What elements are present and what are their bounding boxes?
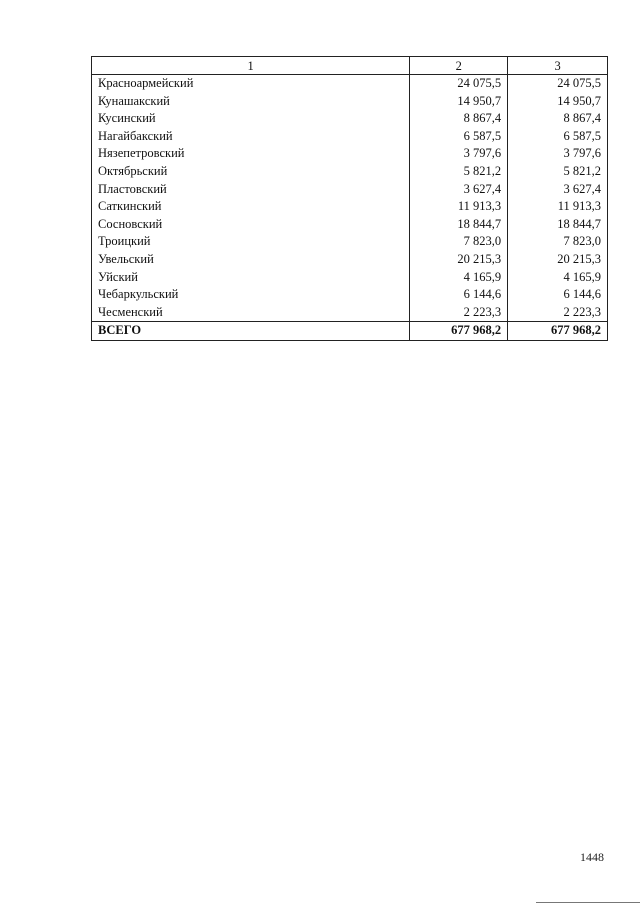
- row-name: Увельский: [92, 251, 410, 269]
- row-name: Пластовский: [92, 181, 410, 199]
- row-value-col3: 18 844,7: [508, 216, 608, 234]
- page-number: 1448: [580, 850, 604, 864]
- total-value-col2: 677 968,2: [410, 322, 508, 341]
- row-value-col2: 4 165,9: [410, 269, 508, 287]
- table-row: [92, 163, 608, 181]
- row-value-col2: 8 867,4: [410, 110, 508, 128]
- row-name: Нязепетровский: [92, 145, 410, 163]
- table-row: [92, 251, 608, 269]
- table-row: [92, 233, 608, 251]
- total-value-col3: 677 968,2: [508, 322, 608, 341]
- row-value-col3: 6 587,5: [508, 128, 608, 146]
- row-value-col2: 24 075,5: [410, 75, 508, 93]
- bottom-divider: [536, 902, 640, 903]
- row-name: Троицкий: [92, 233, 410, 251]
- row-value-col2: 18 844,7: [410, 216, 508, 234]
- row-name: Уйский: [92, 269, 410, 287]
- row-value-col3: 4 165,9: [508, 269, 608, 287]
- row-value-col2: 6 144,6: [410, 286, 508, 304]
- table-row: [92, 128, 608, 146]
- total-label: ВСЕГО: [92, 322, 410, 341]
- row-value-col2: 6 587,5: [410, 128, 508, 146]
- column-header-2: 2: [410, 57, 508, 75]
- budget-table: [91, 56, 608, 341]
- table-row: [92, 110, 608, 128]
- row-name: Нагайбакский: [92, 128, 410, 146]
- table-row: [92, 145, 608, 163]
- table-row: [92, 269, 608, 287]
- row-value-col3: 8 867,4: [508, 110, 608, 128]
- row-value-col3: 5 821,2: [508, 163, 608, 181]
- table-row: [92, 198, 608, 216]
- total-row: [92, 322, 608, 341]
- row-value-col2: 3 797,6: [410, 145, 508, 163]
- row-name: Кусинский: [92, 110, 410, 128]
- column-header-3: 3: [508, 57, 608, 75]
- row-value-col3: 20 215,3: [508, 251, 608, 269]
- table-row: [92, 286, 608, 304]
- row-value-col2: 2 223,3: [410, 304, 508, 322]
- table-row: [92, 304, 608, 322]
- table-header-row: [92, 57, 608, 75]
- row-value-col3: 14 950,7: [508, 93, 608, 111]
- row-value-col2: 20 215,3: [410, 251, 508, 269]
- table-row: [92, 181, 608, 199]
- column-header-1: 1: [92, 57, 410, 75]
- row-value-col3: 3 797,6: [508, 145, 608, 163]
- row-value-col3: 24 075,5: [508, 75, 608, 93]
- row-name: Саткинский: [92, 198, 410, 216]
- row-value-col3: 11 913,3: [508, 198, 608, 216]
- table-row: [92, 75, 608, 93]
- row-value-col2: 14 950,7: [410, 93, 508, 111]
- row-name: Кунашакский: [92, 93, 410, 111]
- row-value-col3: 7 823,0: [508, 233, 608, 251]
- row-value-col2: 5 821,2: [410, 163, 508, 181]
- row-value-col2: 3 627,4: [410, 181, 508, 199]
- row-name: Чесменский: [92, 304, 410, 322]
- row-name: Сосновский: [92, 216, 410, 234]
- row-name: Чебаркульский: [92, 286, 410, 304]
- row-name: Октябрьский: [92, 163, 410, 181]
- row-value-col3: 2 223,3: [508, 304, 608, 322]
- row-value-col3: 3 627,4: [508, 181, 608, 199]
- table-row: [92, 216, 608, 234]
- row-value-col3: 6 144,6: [508, 286, 608, 304]
- row-name: Красноармейский: [92, 75, 410, 93]
- table-row: [92, 93, 608, 111]
- row-value-col2: 11 913,3: [410, 198, 508, 216]
- row-value-col2: 7 823,0: [410, 233, 508, 251]
